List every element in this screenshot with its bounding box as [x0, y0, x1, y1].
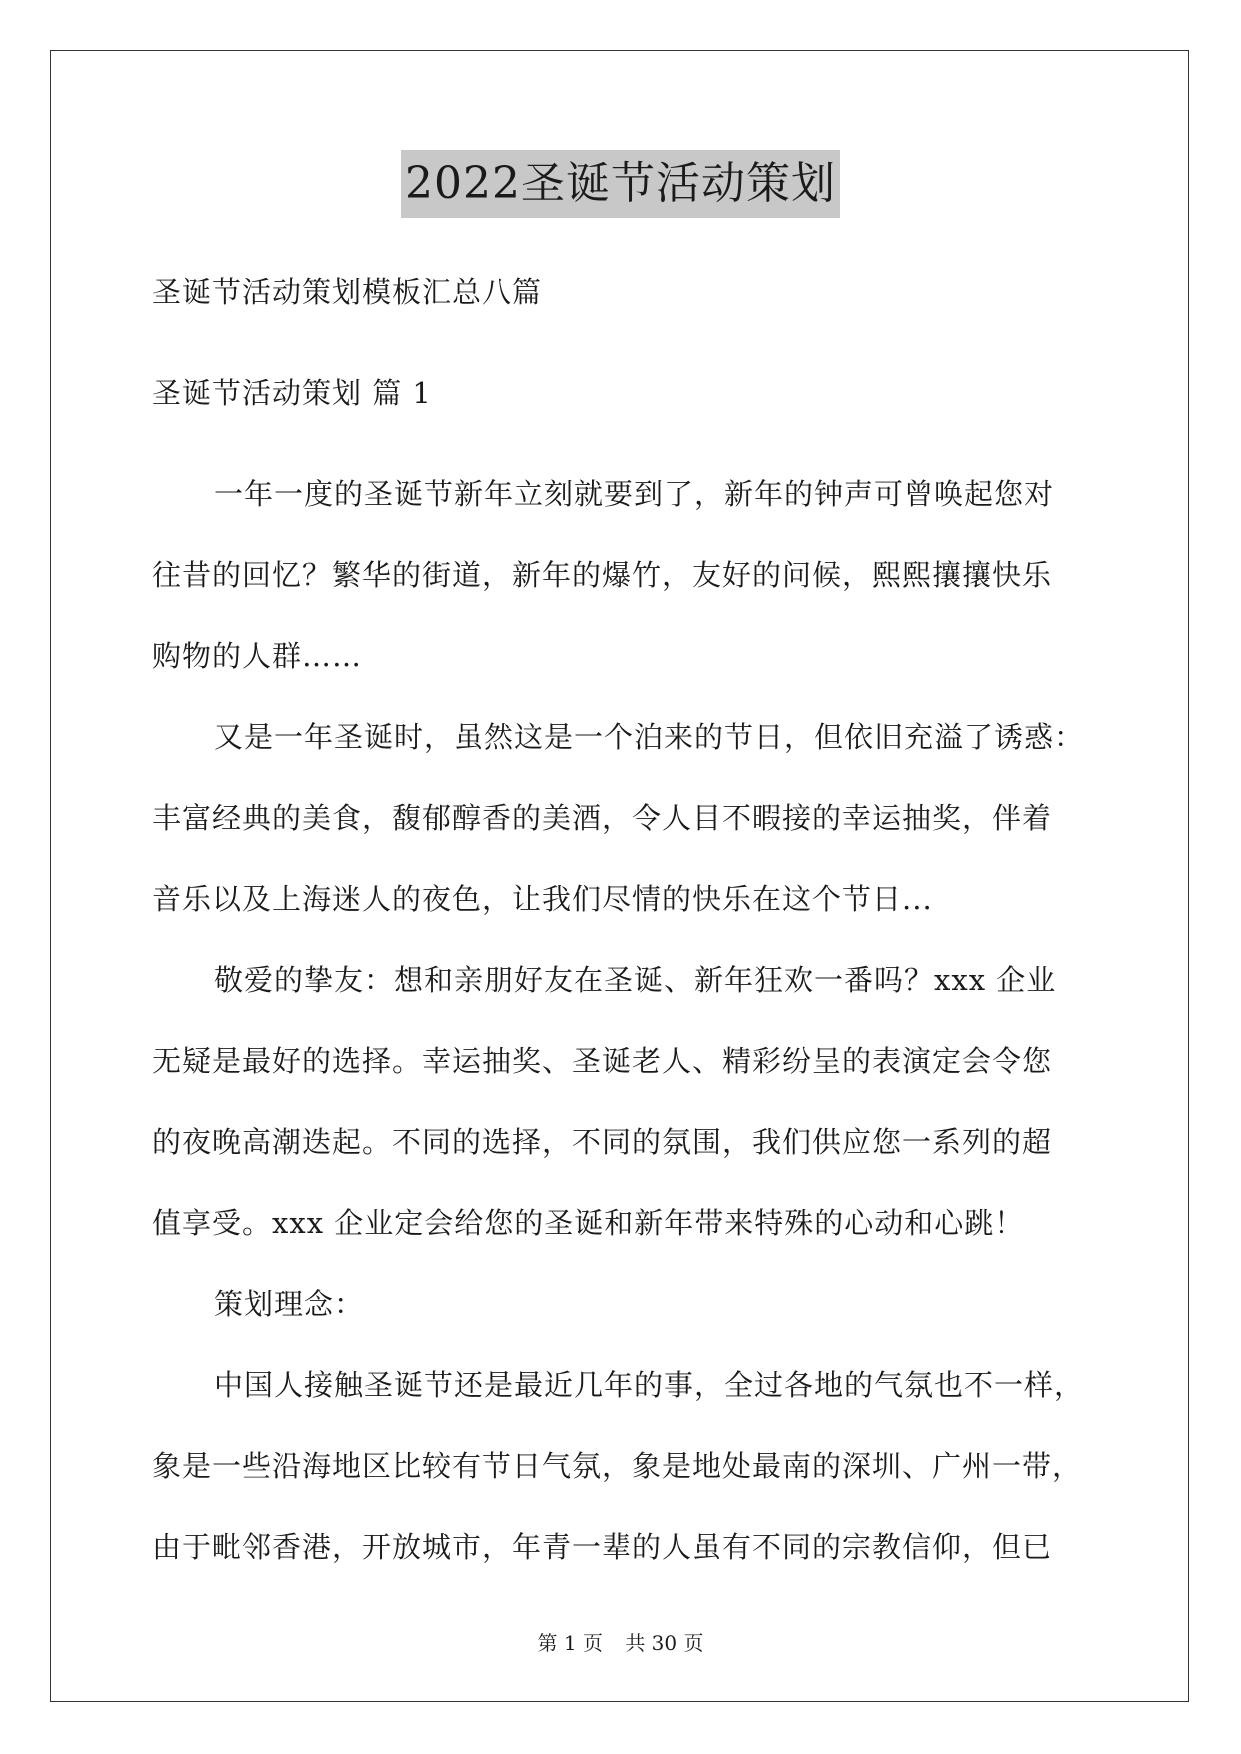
- section-heading: 圣诞节活动策划 篇 1: [152, 376, 432, 410]
- paragraph: [152, 464, 1092, 707]
- paragraph: [152, 707, 1092, 950]
- paragraph-list: [152, 464, 1092, 1598]
- document-subtitle: 圣诞节活动策划模板汇总八篇: [152, 275, 543, 309]
- paragraph-line: 购物的人群……: [152, 639, 363, 673]
- paragraph-line: 的夜晚高潮迭起。不同的选择，不同的氛围，我们供应您一系列的超: [152, 1125, 1053, 1159]
- paragraph-line: 丰富经典的美食，馥郁醇香的美酒，令人目不暇接的幸运抽奖，伴着: [152, 801, 1053, 835]
- document-title: 2022圣诞节活动策划: [401, 150, 840, 218]
- paragraph-line: 音乐以及上海迷人的夜色，让我们尽情的快乐在这个节日...: [152, 882, 933, 916]
- paragraph-line: 敬爱的挚友：想和亲朋好友在圣诞、新年狂欢一番吗？xxx 企业: [214, 963, 1057, 997]
- paragraph-line: 无疑是最好的选择。幸运抽奖、圣诞老人、精彩纷呈的表演定会令您: [152, 1044, 1053, 1078]
- paragraph: [152, 1355, 1092, 1598]
- paragraph-line: 由于毗邻香港，开放城市，年青一辈的人虽有不同的宗教信仰，但已: [152, 1530, 1053, 1564]
- paragraph-line: 策划理念：: [214, 1287, 365, 1321]
- paragraph-line: 象是一些沿海地区比较有节日气氛，象是地处最南的深圳、广州一带，: [152, 1449, 1083, 1483]
- page-number: 第 1 页: [537, 1631, 603, 1655]
- paragraph-line: 又是一年圣诞时，虽然这是一个泊来的节日，但依旧充溢了诱惑：: [214, 720, 1085, 754]
- page-total: 共 30 页: [625, 1631, 704, 1655]
- paragraph-line: 往昔的回忆？繁华的街道，新年的爆竹，友好的问候，熙熙攘攘快乐: [152, 558, 1053, 592]
- paragraph-line: 一年一度的圣诞节新年立刻就要到了，新年的钟声可曾唤起您对: [214, 477, 1055, 511]
- paragraph: [152, 950, 1092, 1274]
- title-container: [0, 150, 1241, 218]
- paragraph: [152, 1274, 1092, 1355]
- page-footer: [0, 1627, 1241, 1656]
- paragraph-line: 中国人接触圣诞节还是最近几年的事，全过各地的气氛也不一样，: [214, 1368, 1085, 1402]
- document-body: [152, 262, 1092, 1598]
- paragraph-line: 值享受。xxx 企业定会给您的圣诞和新年带来特殊的心动和心跳！: [152, 1206, 1025, 1240]
